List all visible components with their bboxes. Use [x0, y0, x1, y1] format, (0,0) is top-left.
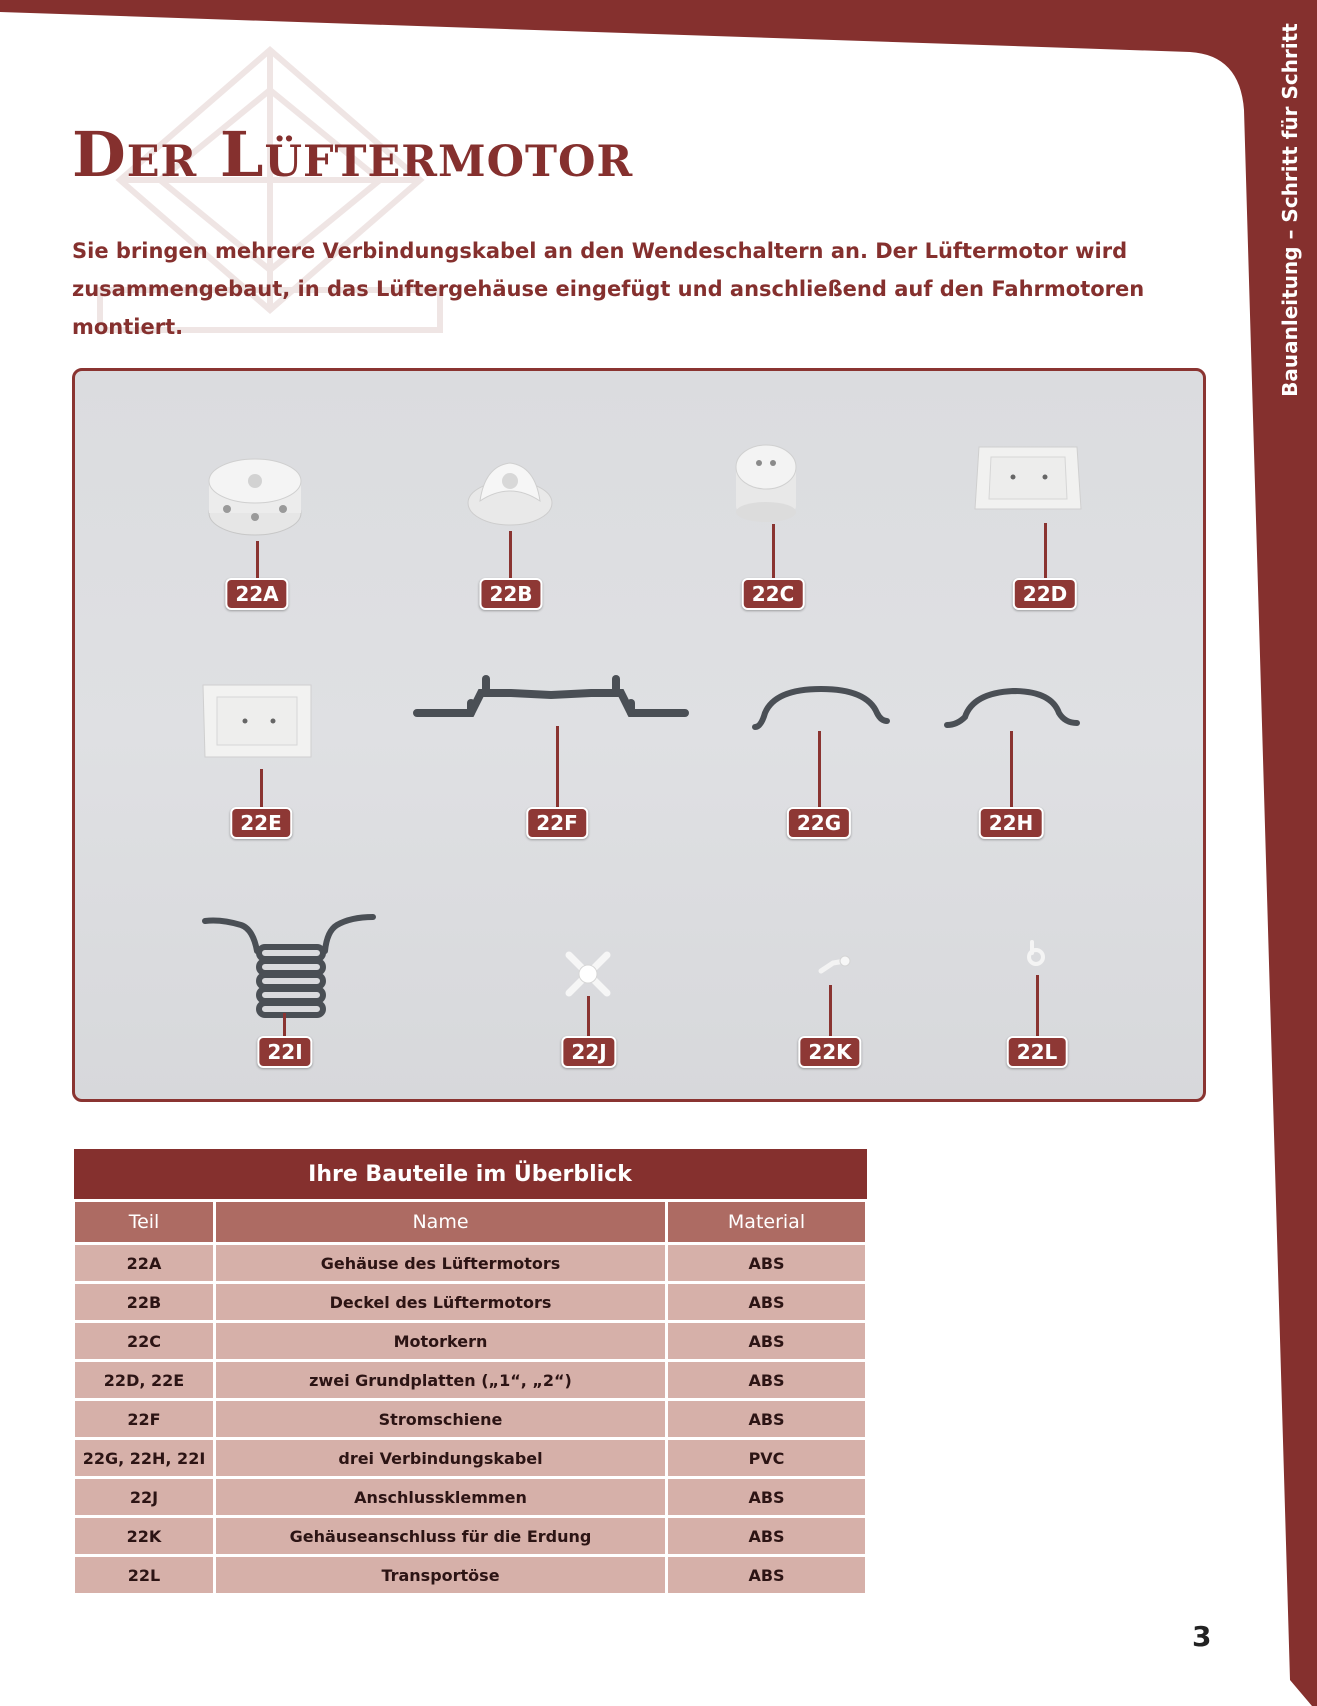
part-label-22c: 22C: [742, 578, 805, 610]
cell-material: ABS: [667, 1517, 867, 1556]
cell-material: ABS: [667, 1478, 867, 1517]
part-label-22l: 22L: [1007, 1036, 1068, 1068]
part-22c-image: [731, 437, 801, 527]
part-label-22g: 22G: [787, 807, 851, 839]
part-22i-image: [201, 911, 377, 1021]
table-row: [74, 1400, 867, 1439]
part-22k-image: [815, 951, 855, 981]
part-label-22d: 22D: [1013, 578, 1077, 610]
cell-teil: 22C: [74, 1322, 215, 1361]
parts-overview-table: [72, 1149, 868, 1596]
part-label-22k: 22K: [798, 1036, 861, 1068]
part-22f-image: [411, 673, 691, 733]
cell-name: Gehäuseanschluss für die Erdung: [215, 1517, 667, 1556]
cell-teil: 22A: [74, 1244, 215, 1283]
column-header-teil: Teil: [74, 1201, 215, 1244]
table-row: [74, 1556, 867, 1595]
part-22b-image: [465, 451, 555, 531]
table-row: [74, 1517, 867, 1556]
table-row: [74, 1244, 867, 1283]
page-title: Der Lüftermotor: [72, 118, 634, 191]
cell-name: Motorkern: [215, 1322, 667, 1361]
cell-name: zwei Grundplatten („1“, „2“): [215, 1361, 667, 1400]
cell-teil: 22J: [74, 1478, 215, 1517]
part-label-22j: 22J: [561, 1036, 616, 1068]
part-label-22a: 22A: [225, 578, 288, 610]
part-22g-image: [751, 683, 891, 733]
cell-material: ABS: [667, 1400, 867, 1439]
cell-teil: 22G, 22H, 22I: [74, 1439, 215, 1478]
table-row: [74, 1322, 867, 1361]
table-row: [74, 1478, 867, 1517]
table-caption: Ihre Bauteile im Überblick: [74, 1149, 867, 1201]
part-label-22f: 22F: [526, 807, 588, 839]
column-header-name: Name: [215, 1201, 667, 1244]
cell-name: Transportöse: [215, 1556, 667, 1595]
cell-name: drei Verbindungskabel: [215, 1439, 667, 1478]
cell-teil: 22D, 22E: [74, 1361, 215, 1400]
cell-material: PVC: [667, 1439, 867, 1478]
part-label-22e: 22E: [230, 807, 292, 839]
table-row: [74, 1283, 867, 1322]
column-header-material: Material: [667, 1201, 867, 1244]
table-row: [74, 1439, 867, 1478]
part-label-22h: 22H: [979, 807, 1044, 839]
part-label-22i: 22I: [257, 1036, 312, 1068]
sidebar-tab-label: Bauanleitung – Schritt für Schritt: [1278, 23, 1302, 397]
part-22a-image: [205, 451, 305, 541]
cell-teil: 22F: [74, 1400, 215, 1439]
part-22e-image: [199, 681, 315, 761]
part-22d-image: [973, 443, 1083, 513]
part-22l-image: [1023, 939, 1049, 969]
cell-name: Deckel des Lüftermotors: [215, 1283, 667, 1322]
cell-name: Anschlussklemmen: [215, 1478, 667, 1517]
intro-text: Sie bringen mehrere Verbindungskabel an den Wendeschaltern an. Der Lüftermotor wird zusammengebaut, in das Lüftergehäuse eingefügt und anschließend auf den Fahrmotoren montiert.: [72, 239, 1145, 339]
part-22h-image: [943, 683, 1083, 733]
cell-material: ABS: [667, 1556, 867, 1595]
cell-material: ABS: [667, 1244, 867, 1283]
cell-material: ABS: [667, 1283, 867, 1322]
part-label-22b: 22B: [479, 578, 542, 610]
cell-teil: 22K: [74, 1517, 215, 1556]
cell-material: ABS: [667, 1322, 867, 1361]
page-number: 3: [1192, 1620, 1212, 1653]
table-row: [74, 1361, 867, 1400]
cell-name: Stromschiene: [215, 1400, 667, 1439]
part-22j-image: [561, 949, 615, 999]
cell-material: ABS: [667, 1361, 867, 1400]
cell-teil: 22B: [74, 1283, 215, 1322]
cell-name: Gehäuse des Lüftermotors: [215, 1244, 667, 1283]
parts-overview-photo: [72, 368, 1206, 1102]
cell-teil: 22L: [74, 1556, 215, 1595]
